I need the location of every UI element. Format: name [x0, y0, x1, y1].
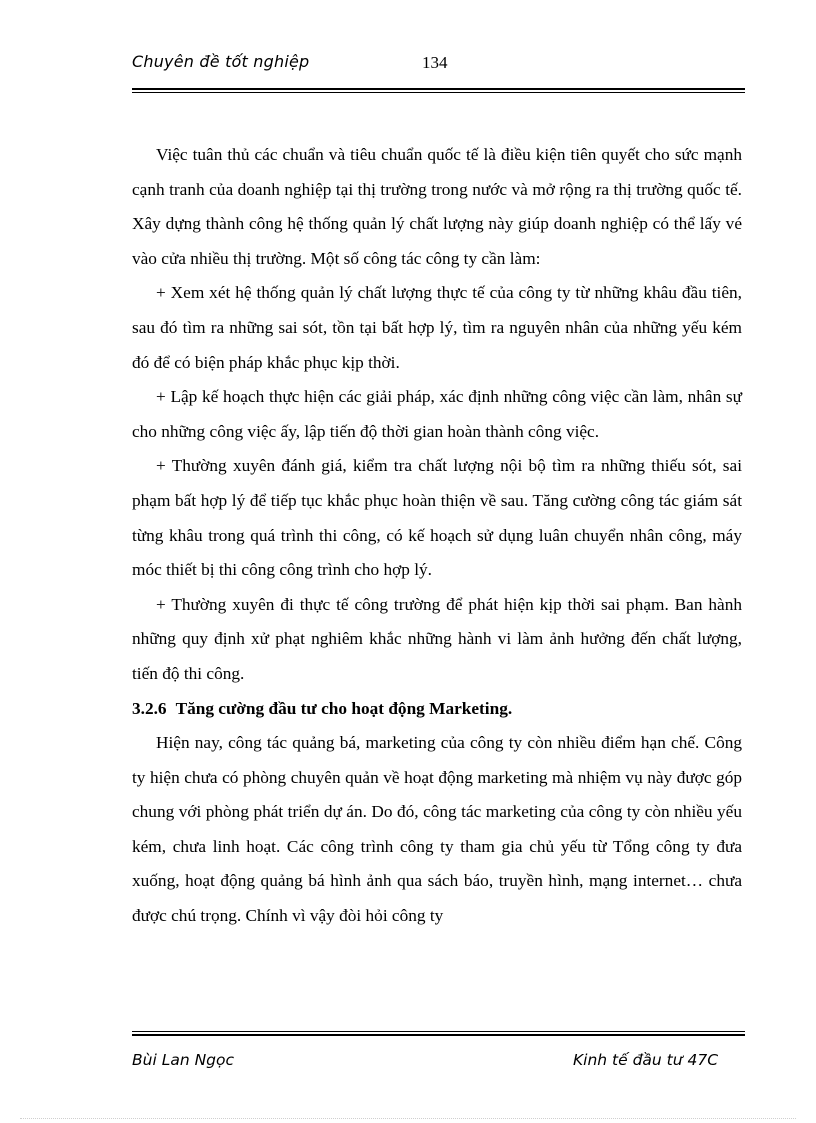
header-rule-thin: [132, 92, 745, 93]
paragraph-bullet-review: + Xem xét hệ thống quản lý chất lượng thực tế của công ty từ những khâu đầu tiên, sau đó tìm ra những sai sót, tồn tại bất hợp lý, tìm ra nguyên nhân của những yếu kém đó để có biện pháp khắc phục kịp thời.: [132, 283, 742, 372]
footer-author: Bùi Lan Ngọc: [132, 1051, 235, 1069]
section-heading: [132, 692, 742, 727]
document-body: [132, 138, 742, 934]
paragraph-marketing: Hiện nay, công tác quảng bá, marketing của công ty còn nhiều điểm hạn chế. Công ty hiện chưa có phòng chuyên quản về hoạt động marketing mà nhiệm vụ này được góp chung với phòng phát triển dự án. Do đó, công tác marketing của công ty còn nhiều yếu kém, chưa linh hoạt. Các công trình công ty tham gia chủ yếu từ Tổng công ty đưa xuống, hoạt động quảng bá hình ảnh qua sách báo, truyền hình, mạng internet… chưa được chú trọng. Chính vì vậy đòi hỏi công ty: [132, 733, 742, 926]
header-rule-thick: [132, 88, 745, 90]
page-number: 134: [422, 53, 448, 72]
footer-rule-thin: [132, 1031, 745, 1032]
paragraph-bullet-plan: + Lập kế hoạch thực hiện các giải pháp, xác định những công việc cần làm, nhân sự cho những công việc ấy, lập tiến độ thời gian hoàn thành công việc.: [132, 387, 742, 441]
section-number: 3.2.6: [132, 698, 167, 718]
paragraph-bullet-evaluate: + Thường xuyên đánh giá, kiểm tra chất lượng nội bộ tìm ra những thiếu sót, sai phạm bất hợp lý để tiếp tục khắc phục hoàn thiện về sau. Tăng cường công tác giám sát từng khâu trong quá trình thi công, có kế hoạch sử dụng luân chuyển nhân công, máy móc thiết bị thi công công trình cho hợp lý.: [132, 456, 742, 580]
paragraph-bullet-inspect: + Thường xuyên đi thực tế công trường để phát hiện kịp thời sai phạm. Ban hành những quy định xử phạt nghiêm khắc những hành vi làm ảnh hưởng đến chất lượng, tiến độ thi công.: [132, 594, 742, 683]
paragraph-intro: Việc tuân thủ các chuẩn và tiêu chuẩn quốc tế là điều kiện tiên quyết cho sức mạnh cạnh tranh của doanh nghiệp tại thị trường trong nước và mở rộng ra thị trường quốc tế. Xây dựng thành công hệ thống quản lý chất lượng này giúp doanh nghiệp có thể lấy vé vào cửa nhiều thị trường. Một số công tác công ty cần làm:: [132, 145, 742, 268]
footer-rule-thick: [132, 1034, 745, 1036]
footer-class: Kinh tế đầu tư 47C: [573, 1051, 719, 1069]
header-title: Chuyên đề tốt nghiệp: [132, 52, 310, 71]
page-edge-divider: [20, 1118, 796, 1119]
section-title: Tăng cường đầu tư cho hoạt động Marketing.: [175, 698, 513, 718]
